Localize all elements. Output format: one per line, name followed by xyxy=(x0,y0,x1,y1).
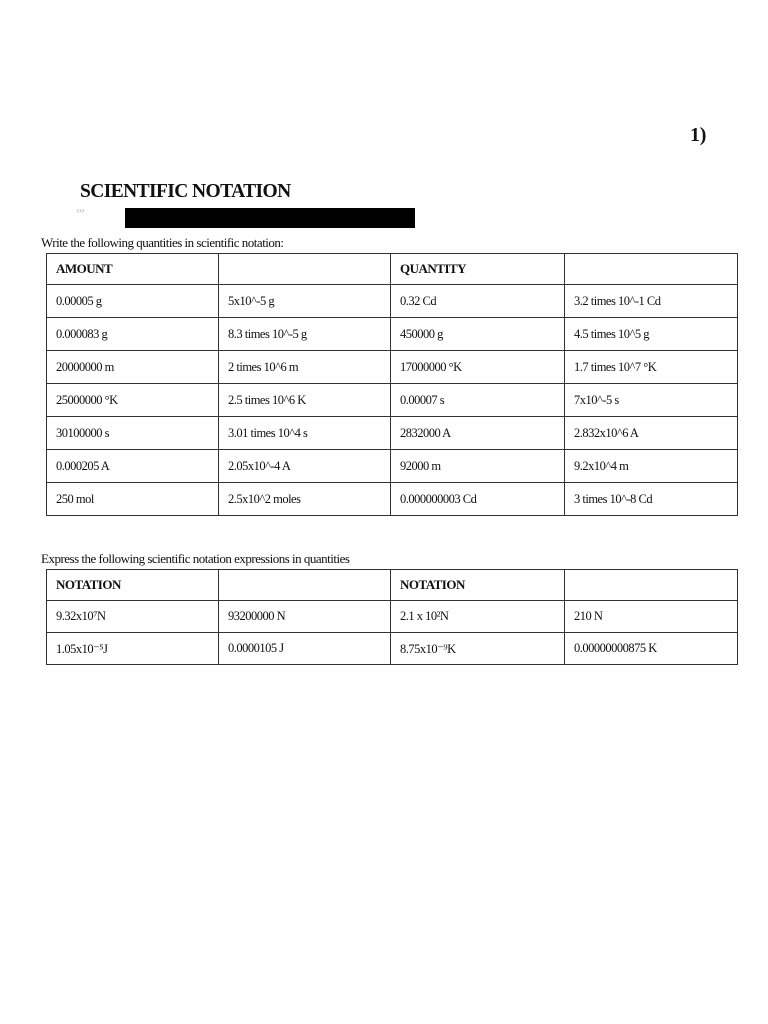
header-notation-1: NOTATION xyxy=(47,570,219,601)
table-row xyxy=(47,351,738,384)
table-cell: 210 N xyxy=(565,601,738,633)
table-cell: 3.01 times 10^4 s xyxy=(219,417,391,450)
header-blank-1 xyxy=(219,570,391,601)
table-cell: 7x10^-5 s xyxy=(565,384,738,417)
document-title: SCIENTIFIC NOTATION xyxy=(80,181,291,202)
table-cell: 1.7 times 10^7 °K xyxy=(565,351,738,384)
table-cell: 2.1 x 10²N xyxy=(391,601,565,633)
table-cell: 92000 m xyxy=(391,450,565,483)
stray-mark: ”’ xyxy=(76,206,85,221)
section1-instruction: Write the following quantities in scientific notation: xyxy=(41,235,284,250)
table-cell: 0.32 Cd xyxy=(391,285,565,318)
table-row xyxy=(47,450,738,483)
table-cell: 3.2 times 10^-1 Cd xyxy=(565,285,738,318)
table-cell: 2 times 10^6 m xyxy=(219,351,391,384)
table-cell: 20000000 m xyxy=(47,351,219,384)
table-cell: 4.5 times 10^5 g xyxy=(565,318,738,351)
table-cell: 450000 g xyxy=(391,318,565,351)
table-cell: 25000000 °K xyxy=(47,384,219,417)
table-cell: 0.000083 g xyxy=(47,318,219,351)
table-cell: 2.5x10^2 moles xyxy=(219,483,391,516)
table-row xyxy=(47,601,738,633)
header-blank-2 xyxy=(565,570,738,601)
table-row xyxy=(47,384,738,417)
table-header-row xyxy=(47,254,738,285)
table-cell: 0.000000003 Cd xyxy=(391,483,565,516)
notation-to-quantity-table xyxy=(46,569,738,665)
header-amount: AMOUNT xyxy=(47,254,219,285)
table-cell: 17000000 °K xyxy=(391,351,565,384)
table-cell: 0.000205 A xyxy=(47,450,219,483)
table-cell: 250 mol xyxy=(47,483,219,516)
table-cell: 2832000 A xyxy=(391,417,565,450)
table-cell: 5x10^-5 g xyxy=(219,285,391,318)
page-number: 1) xyxy=(690,124,707,146)
header-blank-2 xyxy=(565,254,738,285)
table-cell: 9.2x10^4 m xyxy=(565,450,738,483)
table-cell: 0.00007 s xyxy=(391,384,565,417)
table-cell: 8.3 times 10^-5 g xyxy=(219,318,391,351)
table-row xyxy=(47,285,738,318)
table-cell: 9.32x10⁷N xyxy=(47,601,219,633)
table-row xyxy=(47,417,738,450)
table-cell: 2.832x10^6 A xyxy=(565,417,738,450)
table-row xyxy=(47,318,738,351)
table-row xyxy=(47,633,738,665)
scientific-notation-table xyxy=(46,253,738,516)
table-cell: 3 times 10^-8 Cd xyxy=(565,483,738,516)
table-header-row xyxy=(47,570,738,601)
table-cell: 2.5 times 10^6 K xyxy=(219,384,391,417)
table-cell: 1.05x10⁻⁵J xyxy=(47,633,219,665)
redaction-bar xyxy=(125,208,415,228)
table-cell: 0.00005 g xyxy=(47,285,219,318)
table-cell: 2.05x10^-4 A xyxy=(219,450,391,483)
table-cell: 30100000 s xyxy=(47,417,219,450)
table-cell: 93200000 N xyxy=(219,601,391,633)
table-row xyxy=(47,483,738,516)
table-cell: 0.0000105 J xyxy=(219,633,391,665)
table-cell: 0.00000000875 K xyxy=(565,633,738,665)
header-quantity: QUANTITY xyxy=(391,254,565,285)
section2-instruction: Express the following scientific notation expressions in quantities xyxy=(41,551,350,566)
table-cell: 8.75x10⁻⁹K xyxy=(391,633,565,665)
header-notation-2: NOTATION xyxy=(391,570,565,601)
header-blank-1 xyxy=(219,254,391,285)
